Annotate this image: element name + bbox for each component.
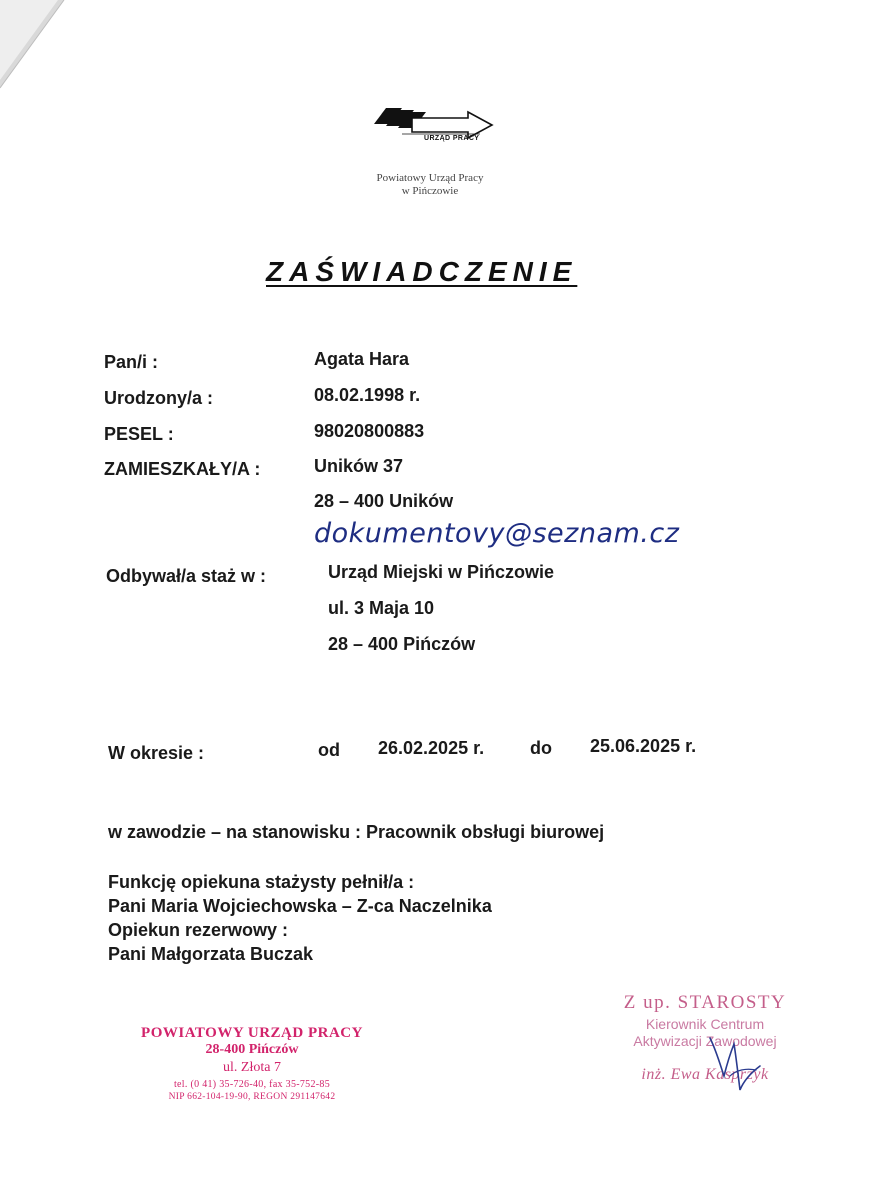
- period-to-date: 25.06.2025 r.: [590, 736, 697, 756]
- signature-stamp-line-3: Aktywizacji Zawodowej: [633, 1033, 777, 1049]
- period-to-label: do: [530, 738, 552, 758]
- signature-stamp-line-1: Z up. STAROSTY: [623, 992, 787, 1013]
- office-stamp: [132, 1025, 372, 1102]
- signature-stamp-line-4: inż. Ewa Kasprzyk: [641, 1066, 769, 1083]
- born-value: 08.02.1998 r.: [314, 385, 421, 405]
- address-line-2: 28 – 400 Uników: [314, 491, 454, 511]
- page-corner-shadow: [0, 0, 70, 95]
- period-label: W okresie :: [108, 743, 205, 763]
- handwritten-email: dokumentovy@seznam.cz: [314, 518, 680, 549]
- profession-line: w zawodzie – na stanowisku : Pracownik obsługi biurowej: [108, 822, 605, 842]
- internship-place-line-2: ul. 3 Maja 10: [328, 598, 435, 618]
- signature-stamp-line-2: Kierownik Centrum: [645, 1016, 765, 1032]
- office-stamp-line-1: POWIATOWY URZĄD PRACY: [141, 1025, 363, 1041]
- born-label: Urodzony/a :: [104, 388, 214, 408]
- office-stamp-line-2: 28-400 Pińczów: [205, 1042, 299, 1057]
- office-line-1: Powiatowy Urząd Pracy: [376, 172, 484, 184]
- reserve-supervisor-heading: Opiekun rezerwowy :: [108, 920, 289, 940]
- pesel-label: PESEL :: [104, 424, 174, 444]
- reserve-supervisor-name: Pani Małgorzata Buczak: [108, 944, 314, 964]
- pesel-value: 98020800883: [314, 421, 425, 441]
- office-name: [355, 172, 505, 198]
- name-value: Agata Hara: [314, 349, 410, 369]
- supervisor-name: Pani Maria Wojciechowska – Z-ca Naczelnika: [108, 896, 492, 916]
- internship-place-label: Odbywał/a staż w :: [106, 566, 267, 586]
- internship-place-line-3: 28 – 400 Pińczów: [328, 634, 476, 654]
- office-line-2: w Pińczowie: [401, 185, 459, 197]
- handwritten-signature: [690, 1030, 780, 1110]
- address-line-1: Uników 37: [314, 456, 404, 476]
- office-stamp-line-3: ul. Złota 7: [223, 1060, 281, 1075]
- document-title: ZAŚWIADCZENIE: [266, 256, 578, 287]
- period-from-label: od: [318, 740, 340, 760]
- office-stamp-line-4: tel. (0 41) 35-726-40, fax 35-752-85: [173, 1079, 331, 1090]
- internship-place-line-1: Urząd Miejski w Pińczowie: [328, 562, 555, 582]
- urzad-pracy-logo: [372, 104, 494, 153]
- supervisor-heading: Funkcję opiekuna stażysty pełnił/a :: [108, 872, 415, 892]
- office-stamp-line-5: NIP 662-104-19-90, REGON 291147642: [168, 1092, 336, 1102]
- logo-text: URZĄD PRACY: [424, 135, 480, 142]
- name-label: Pan/i :: [104, 352, 159, 372]
- period-from-date: 26.02.2025 r.: [378, 738, 485, 758]
- address-label: ZAMIESZKAŁY/A :: [104, 459, 261, 479]
